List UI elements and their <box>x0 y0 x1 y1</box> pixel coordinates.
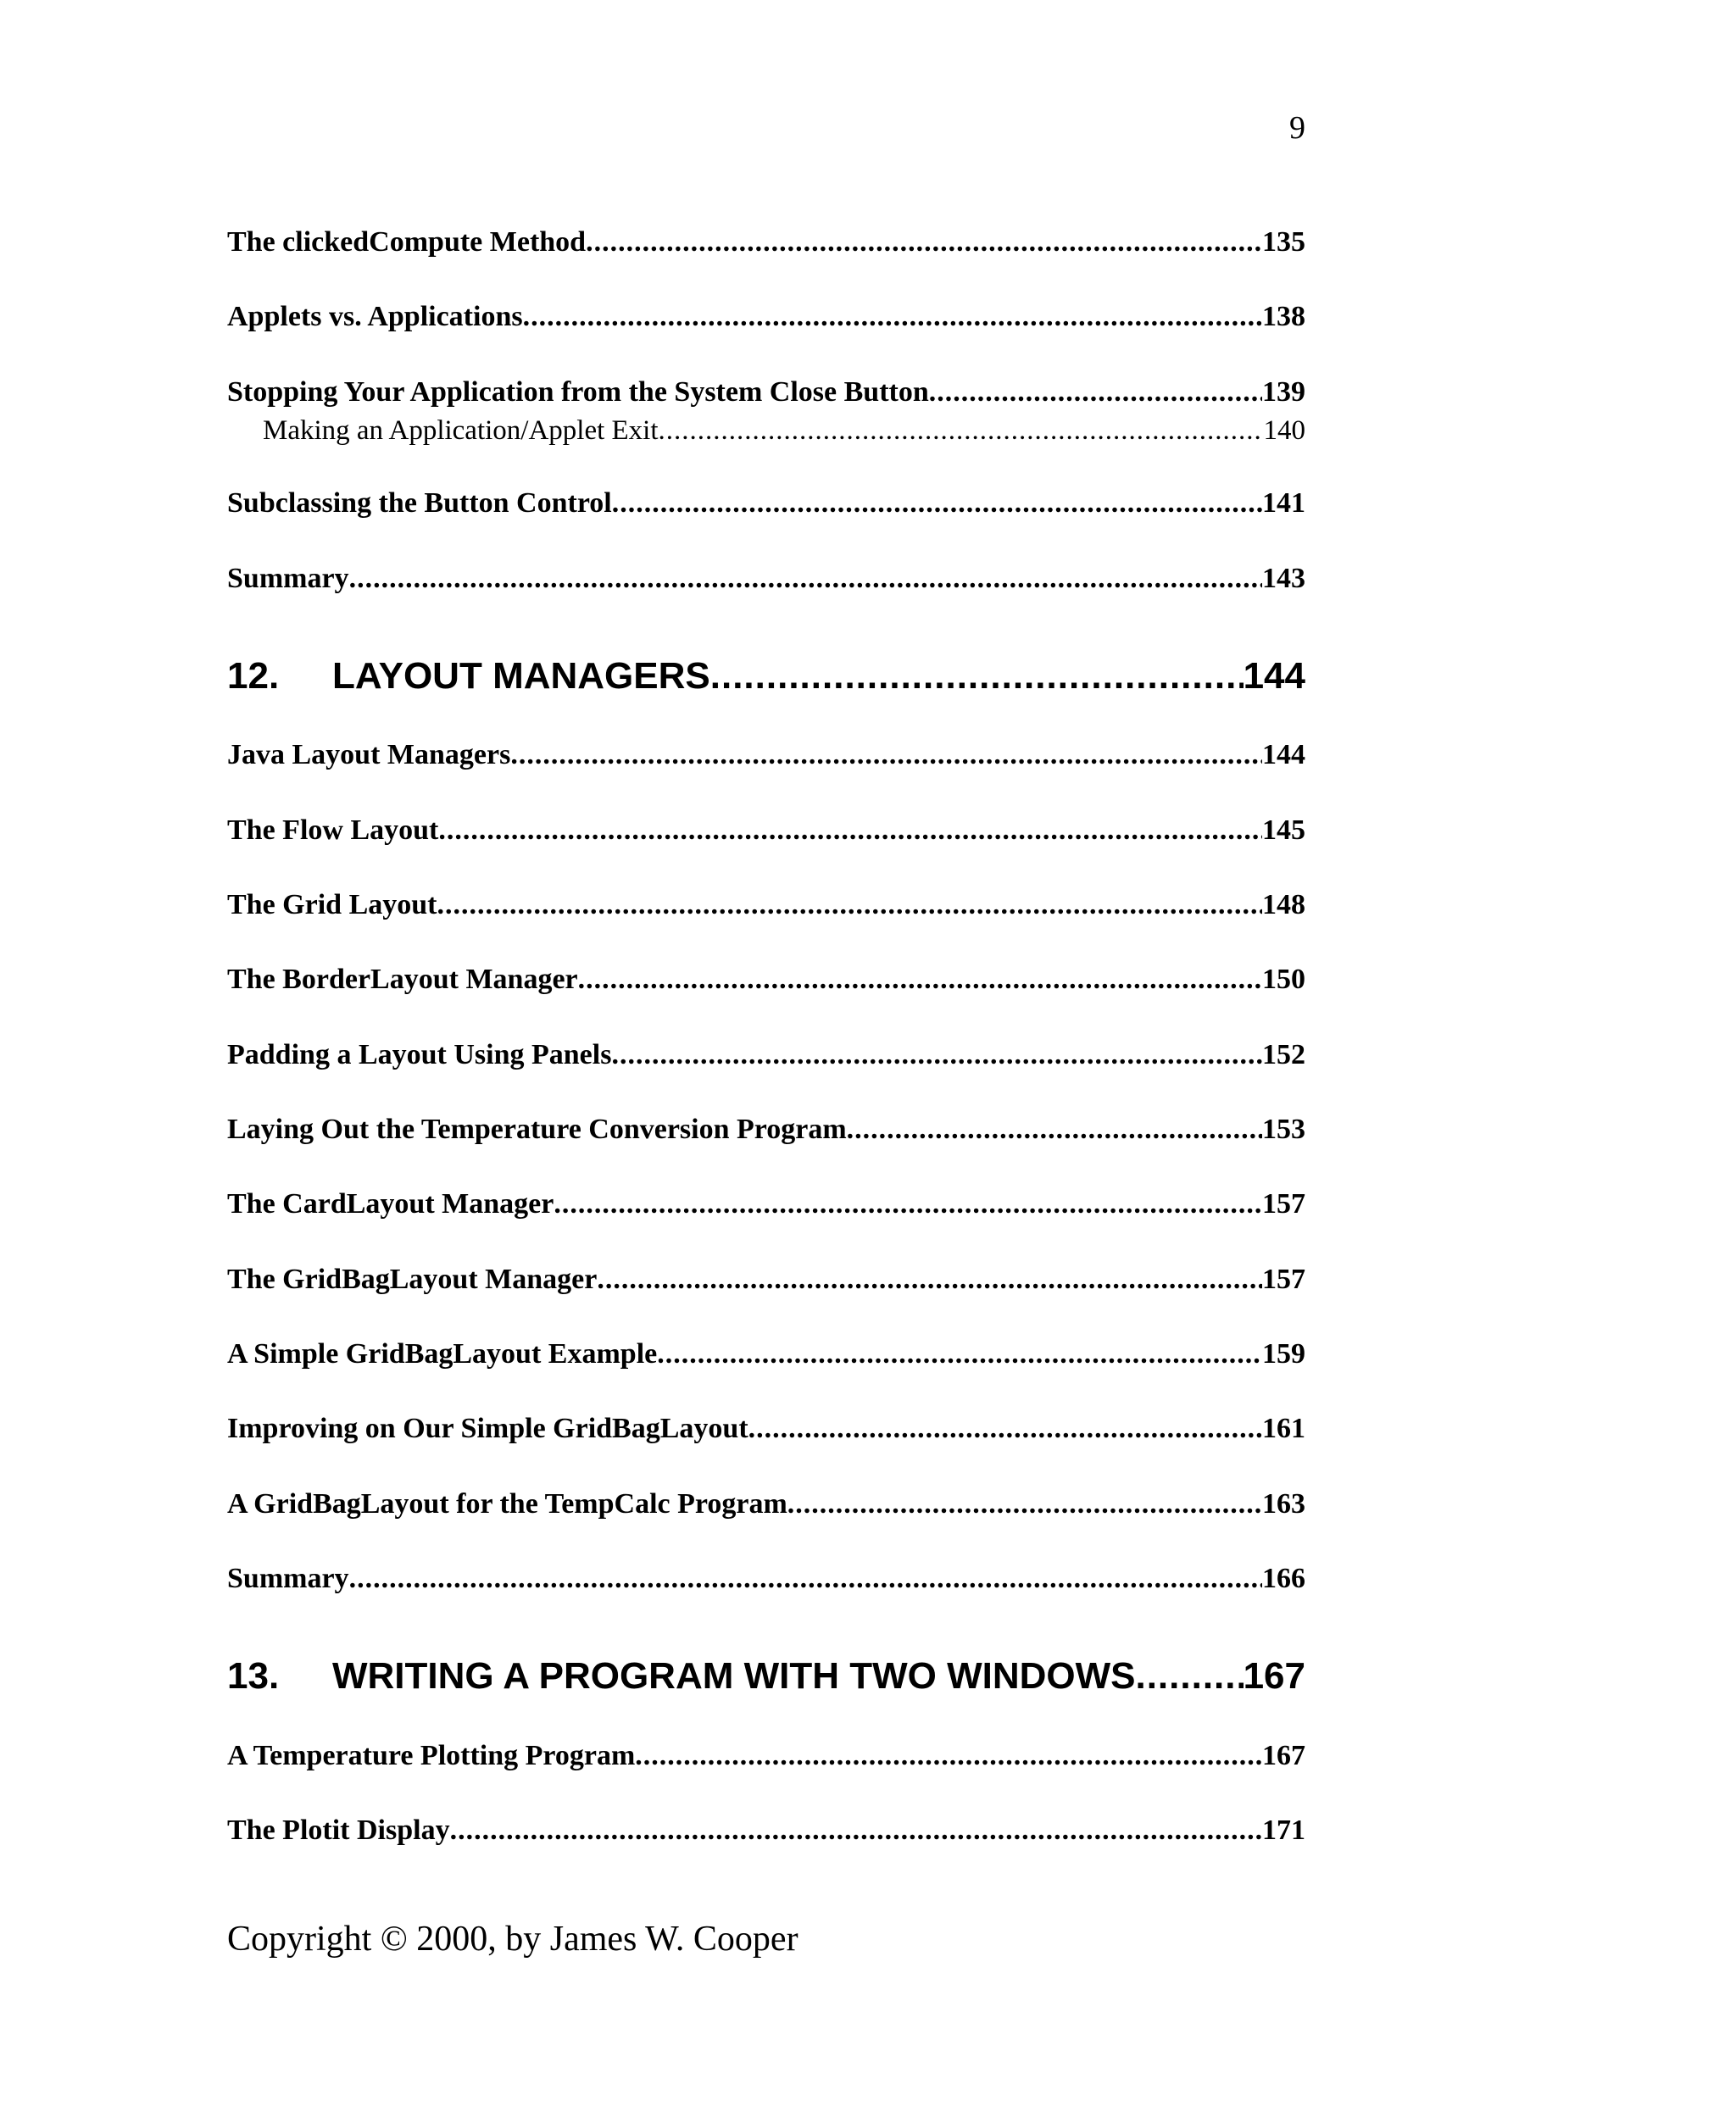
toc-entry <box>227 1261 1305 1298</box>
toc-entry-title: A Temperature Plotting Program <box>227 1740 636 1771</box>
chapter-page: 144 <box>1243 655 1305 697</box>
toc-entry-page: 157 <box>1262 1264 1305 1295</box>
toc-entry-title: Improving on Our Simple GridBagLayout <box>227 1413 748 1444</box>
toc-entry <box>227 1410 1305 1448</box>
toc-entry-title: The GridBagLayout Manager <box>227 1264 598 1295</box>
toc-entry <box>227 886 1305 924</box>
toc-entry <box>227 1560 1305 1598</box>
toc-entry <box>227 1111 1305 1148</box>
toc-entry-page: 138 <box>1262 301 1305 332</box>
dot-leader <box>450 1812 1262 1849</box>
dot-leader <box>659 414 1264 447</box>
chapter-number: 12. <box>227 655 280 697</box>
dot-leader <box>349 560 1262 597</box>
toc-entry-page: 167 <box>1262 1740 1305 1771</box>
toc-subentry <box>227 414 1305 447</box>
toc-entry-title: A GridBagLayout for the TempCalc Program <box>227 1488 787 1520</box>
dot-leader <box>657 1336 1262 1373</box>
toc-entry-page: 140 <box>1263 415 1305 446</box>
toc-entry-page: 148 <box>1262 889 1305 920</box>
dot-leader <box>349 1560 1262 1598</box>
toc-entry-title: The Plotit Display <box>227 1815 450 1846</box>
toc-entry <box>227 374 1305 411</box>
toc-entry <box>227 736 1305 774</box>
dot-leader <box>554 1186 1262 1223</box>
dot-leader <box>523 298 1262 336</box>
toc-chapter <box>227 653 1305 700</box>
copyright-footer: Copyright © 2000, by James W. Cooper <box>227 1920 798 1959</box>
toc-entry <box>227 1186 1305 1223</box>
toc-entry <box>227 1812 1305 1849</box>
chapter-title: LAYOUT MANAGERS <box>332 655 710 697</box>
toc-entry-title: The Grid Layout <box>227 889 437 920</box>
toc-entry-page: 159 <box>1262 1338 1305 1370</box>
chapter-title: WRITING A PROGRAM WITH TWO WINDOWS <box>332 1655 1136 1697</box>
toc-entry-page: 145 <box>1262 814 1305 846</box>
page-number: 9 <box>1289 110 1305 146</box>
toc-entry-page: 135 <box>1262 226 1305 258</box>
chapter-page: 167 <box>1243 1655 1305 1697</box>
toc-entry-title: Java Layout Managers <box>227 739 511 770</box>
toc-entry-title: A Simple GridBagLayout Example <box>227 1338 658 1370</box>
toc-entry <box>227 1486 1305 1523</box>
toc-entry-page: 163 <box>1262 1488 1305 1520</box>
dot-leader <box>586 224 1262 261</box>
toc-entry-title: Summary <box>227 1563 349 1594</box>
dot-leader <box>578 961 1262 998</box>
dot-leader <box>1135 1653 1243 1700</box>
dot-leader <box>437 886 1262 924</box>
toc-entry-page: 139 <box>1262 376 1305 408</box>
toc-entry-title: Applets vs. Applications <box>227 301 523 332</box>
toc-entry <box>227 1037 1305 1074</box>
chapter-number: 13. <box>227 1655 280 1697</box>
toc-entry-page: 150 <box>1262 964 1305 995</box>
toc-entry <box>227 1737 1305 1775</box>
dot-leader <box>510 736 1262 774</box>
toc-entry-title: Subclassing the Button Control <box>227 487 612 519</box>
toc-entry <box>227 298 1305 336</box>
toc-entry-page: 157 <box>1262 1188 1305 1220</box>
dot-leader <box>929 374 1262 411</box>
toc-entry-page: 161 <box>1262 1413 1305 1444</box>
dot-leader <box>597 1261 1262 1298</box>
toc-entry-page: 143 <box>1262 563 1305 594</box>
toc-chapter <box>227 1653 1305 1700</box>
dot-leader <box>787 1486 1262 1523</box>
dot-leader <box>748 1410 1262 1448</box>
toc-entry <box>227 560 1305 597</box>
toc-entry <box>227 812 1305 849</box>
toc-entry-title: The CardLayout Manager <box>227 1188 554 1220</box>
toc-entry-page: 144 <box>1262 739 1305 770</box>
dot-leader <box>710 653 1244 700</box>
toc-entry-title: The BorderLayout Manager <box>227 964 578 995</box>
toc-entry-page: 166 <box>1262 1563 1305 1594</box>
dot-leader <box>438 812 1262 849</box>
dot-leader <box>635 1737 1262 1775</box>
toc-entry <box>227 1336 1305 1373</box>
toc-entry-page: 141 <box>1262 487 1305 519</box>
table-of-contents <box>227 0 1305 2112</box>
toc-entry-page: 153 <box>1262 1114 1305 1145</box>
dot-leader <box>612 485 1262 522</box>
toc-entry-title: The Flow Layout <box>227 814 439 846</box>
toc-entry-title: Summary <box>227 563 349 594</box>
dot-leader <box>847 1111 1262 1148</box>
toc-entry <box>227 485 1305 522</box>
toc-entry-title: Padding a Layout Using Panels <box>227 1039 612 1070</box>
toc-entry <box>227 961 1305 998</box>
toc-entry-page: 152 <box>1262 1039 1305 1070</box>
toc-entry-title: Laying Out the Temperature Conversion Program <box>227 1114 847 1145</box>
toc-entry-title: Making an Application/Applet Exit <box>263 415 659 446</box>
toc-entry <box>227 224 1305 261</box>
toc-entry-title: The clickedCompute Method <box>227 226 587 258</box>
toc-entry-page: 171 <box>1262 1815 1305 1846</box>
dot-leader <box>611 1037 1262 1074</box>
toc-entry-title: Stopping Your Application from the System Close Button <box>227 376 929 408</box>
